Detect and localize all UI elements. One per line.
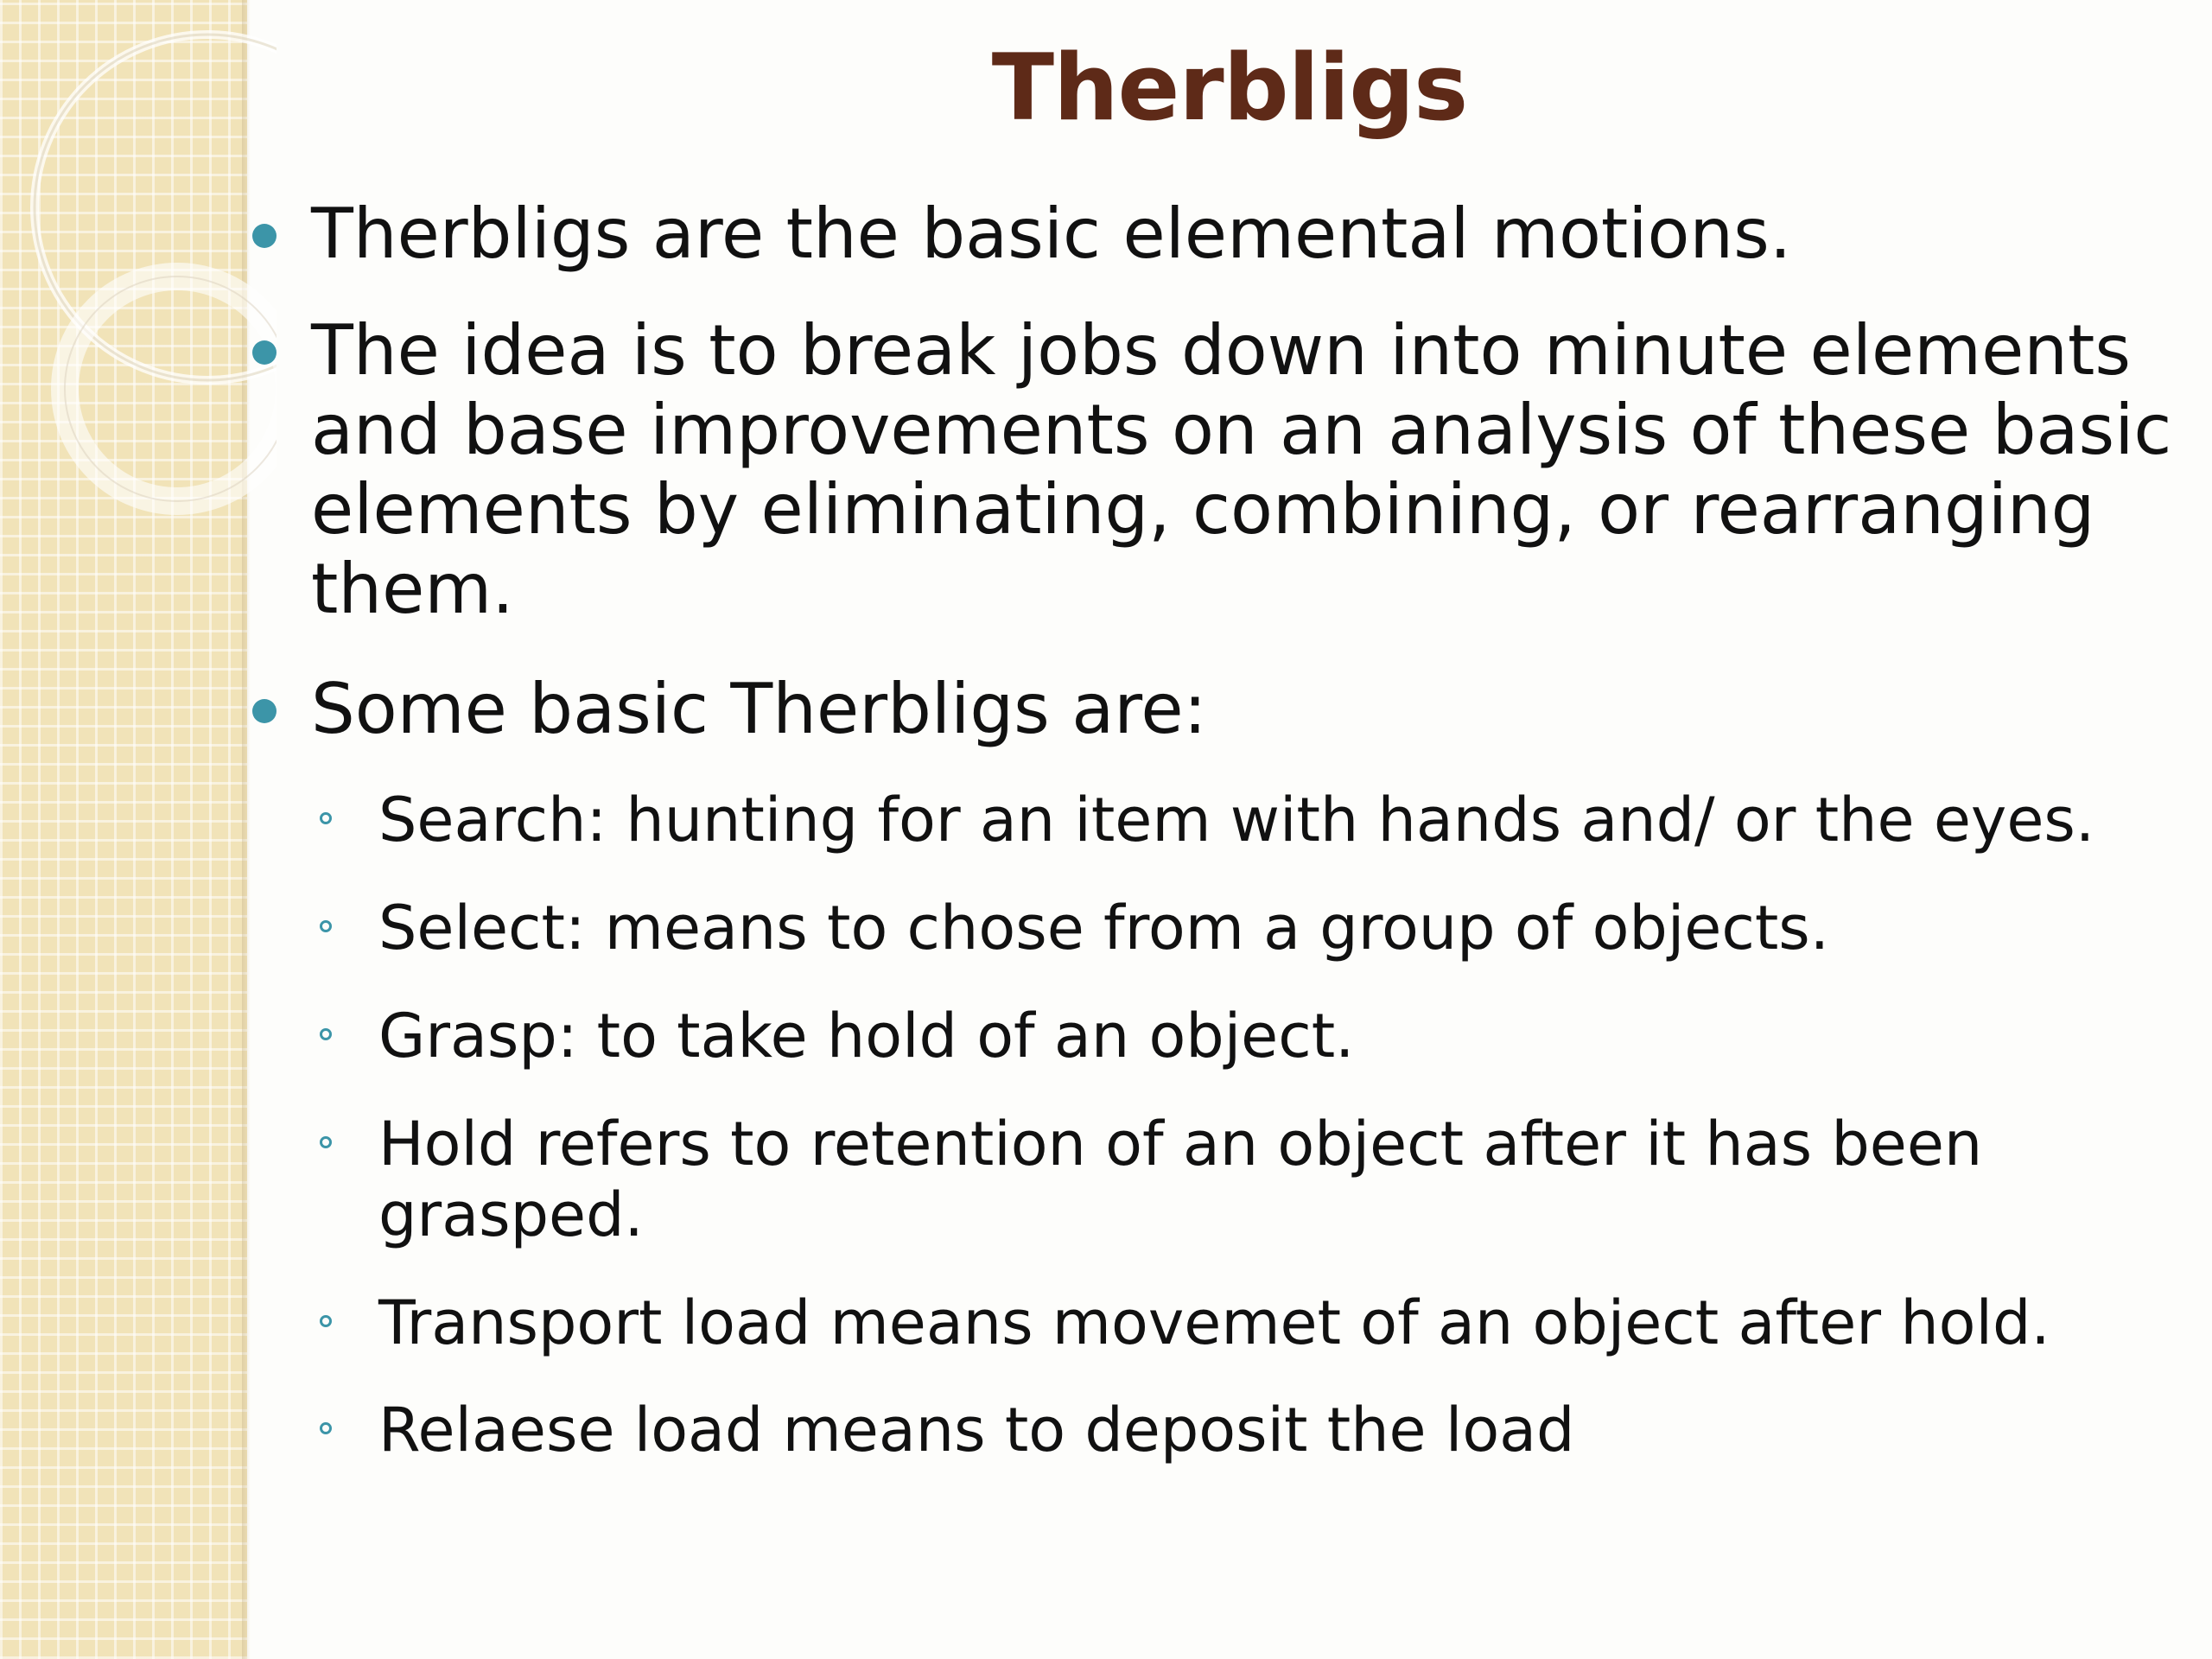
sub-bullet-text: Select: means to chose from a group of objects. [378, 893, 1830, 963]
bullet-dot-icon [252, 340, 276, 365]
sub-bullet-item [378, 1395, 2158, 1465]
bullet-item [311, 194, 2143, 274]
bullet-text: and base improvements on an analysis of these basic [311, 390, 2172, 470]
bullet-text: them. [311, 549, 514, 629]
sub-bullet-text: Grasp: to take hold of an object. [378, 1001, 1355, 1071]
sub-bullet-item [378, 785, 2158, 855]
sub-bullet-ring-icon [320, 1315, 332, 1327]
sub-bullet-text: Transport load means movemet of an object after hold. [378, 1287, 2050, 1358]
bullet-text: Therbligs are the basic elemental motions. [311, 194, 1792, 274]
bullet-dot-icon [252, 224, 276, 248]
bullet-text: Some basic Therbligs are: [311, 669, 1207, 749]
bullet-item [311, 670, 2143, 749]
sub-bullet-text: grasped. [378, 1179, 644, 1250]
bullet-item [311, 310, 2172, 629]
sub-bullet-text: Hold refers to retention of an object after it has been [378, 1109, 1983, 1179]
sub-bullet-item [378, 1287, 2158, 1358]
sub-bullet-item [378, 893, 2158, 963]
sub-bullet-item [378, 1001, 2158, 1071]
bullet-text: elements by eliminating, combining, or rearranging [311, 469, 2095, 550]
bullet-dot-icon [252, 699, 276, 723]
bullet-text: The idea is to break jobs down into minute elements [311, 310, 2132, 391]
sub-bullet-text: Search: hunting for an item with hands and/ or the eyes. [378, 785, 2095, 855]
sub-bullet-ring-icon [320, 920, 332, 932]
sub-bullet-ring-icon [320, 1028, 332, 1040]
sub-bullet-ring-icon [320, 1422, 332, 1434]
sub-bullet-item [378, 1109, 2158, 1250]
slide-title: Therbligs [991, 35, 1468, 141]
sub-bullet-ring-icon [320, 1136, 332, 1148]
sub-bullet-text: Relaese load means to deposit the load [378, 1395, 1575, 1465]
sub-bullet-ring-icon [320, 812, 332, 824]
decorative-rings-icon [0, 0, 276, 553]
